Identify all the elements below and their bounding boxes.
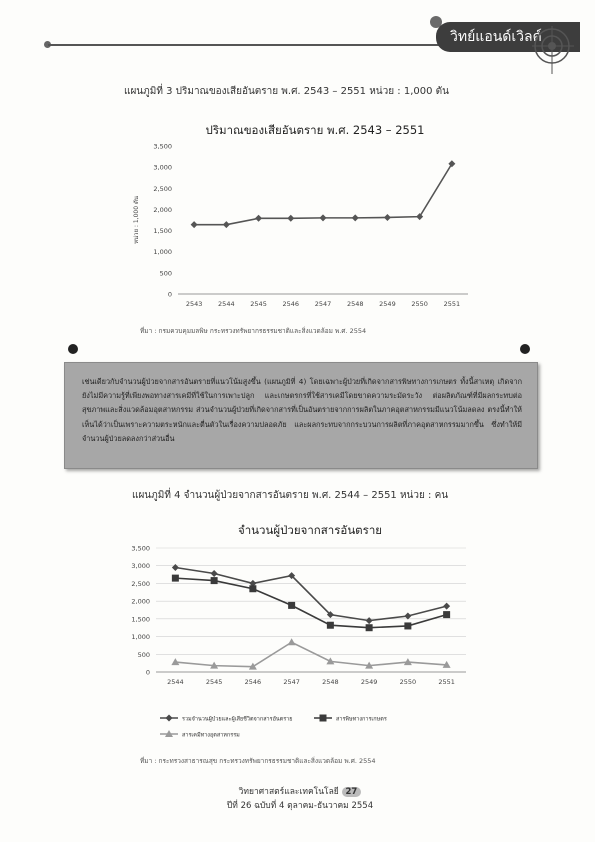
chart4-x-tick-label: 2550 <box>399 678 417 686</box>
chart4-series-2-point <box>327 622 334 629</box>
chart3-x-tick-label: 2550 <box>411 300 428 308</box>
chart3-y-tick-label: 1,000 <box>153 248 172 257</box>
chart3-y-tick-label: 0 <box>167 290 172 299</box>
chart3-x-tick-label: 2545 <box>250 300 267 308</box>
section-header-tab: วิทย์แอนด์เวิลด์ <box>436 22 580 52</box>
chart4-x-tick-label: 2544 <box>167 678 184 686</box>
chart3-series-1-point <box>352 214 359 221</box>
chart3-y-tick-label: 2,000 <box>153 205 172 214</box>
chart3-y-tick-label: 1,500 <box>153 227 172 236</box>
footer <box>200 784 400 812</box>
chart4-legend-swatch-marker <box>166 715 173 722</box>
chart4-legend-label: สารพิษทางการเกษตร <box>336 716 387 723</box>
chart3-series-1-point <box>416 213 423 220</box>
chart3-y-axis-label: หน่วย : 1,000 ตัน <box>133 196 140 244</box>
chart4-series-2-point <box>288 602 295 609</box>
pin-right-icon <box>520 344 530 354</box>
chart4-y-tick-label: 3,500 <box>131 544 150 553</box>
chart3-source: ที่มา : กรมควบคุมมลพิษ กระทรวงทรัพยากรธรรมชาติและสิ่งแวดล้อม พ.ศ. 2554 <box>140 327 367 335</box>
chart4-legend-label: รวมจำนวนผู้ป่วยและผู้เสียชีวิตจากสารอันตราย <box>182 716 293 723</box>
chart3-series-1-point <box>223 221 230 228</box>
pin-left-icon <box>68 344 78 354</box>
chart4-title: จำนวนผู้ป่วยจากสารอันตราย <box>237 523 383 537</box>
chart3-series-1-point <box>448 160 455 167</box>
chart3-series-1-point <box>191 221 198 228</box>
chart4-y-tick-label: 2,000 <box>131 597 150 606</box>
header-rule <box>48 44 448 46</box>
chart4-y-tick-label: 2,500 <box>131 579 150 588</box>
chart3-x-tick-label: 2547 <box>314 300 332 308</box>
chart4-series-2-point <box>404 622 411 629</box>
chart4-series-1-point <box>211 570 218 577</box>
chart4-series-1-point <box>443 603 450 610</box>
chart4-series-2-line <box>175 578 446 628</box>
chart3-x-tick-label: 2548 <box>346 300 364 308</box>
chart4-series-2-point <box>443 611 450 618</box>
chart3-plot <box>130 138 475 320</box>
chart4-x-tick-label: 2545 <box>205 678 223 686</box>
chart4-y-tick-label: 3,000 <box>131 562 150 571</box>
chart3-x-tick-label: 2551 <box>443 300 461 308</box>
chart4-y-tick-label: 500 <box>137 650 150 659</box>
chart4-series-2-point <box>211 577 218 584</box>
page-number: 27 <box>342 787 362 797</box>
note-paragraph: เช่นเดียวกับจำนวนผู้ป่วยจากสารอันตรายที่แนวโน้มสูงขึ้น (แผนภูมิที่ 4) โดยเฉพาะผู้ป่วยที่เกิดจากสารพิษทางการเกษตร ทั้งนี้สาเหตุ เกิดจากยังไม่มีความรู้ที่เพียงพอทางสารเคมีที่ใช้ในการเพาะปลูก และเกษตรกรที่ใช้สารเคมีโดยขาดความระมัดระวัง ต่อผลิตภัณฑ์ที่มีผลกระทบต่อสุขภาพและสิ่งแวดล้อมอุตสาหกรรม ส่วนจำนวนผู้ป่วยที่เกิดจากสารที่เป็นอันตรายจากการผลิตในภาคอุตสาหกรรมมีแนวโน้มลดลง ตรงนี้ทำให้เห็นได้ว่าเป็นเพราะความตระหนักและตื่นตัวในเรื่องความปลอดภัย และผลกระทบจากกระบวนการผลิตที่ภาคอุตสาหกรรมมากขึ้น ซึ่งทำให้มีจำนวนผู้ป่วยลดลงกว่าส่วนอื่น <box>82 377 522 443</box>
chart4-x-tick-label: 2546 <box>244 678 262 686</box>
chart3-series-1-point <box>287 215 294 222</box>
chart4-series-1-point <box>366 617 373 624</box>
chart3-y-tick-label: 3,500 <box>153 142 172 151</box>
chart4-x-tick-label: 2549 <box>360 678 378 686</box>
chart3-series-1-point <box>384 214 391 221</box>
chart3-title: ปริมาณของเสียอันตราย พ.ศ. 2543 – 2551 <box>205 123 425 137</box>
chart4-series-2-point <box>172 575 179 582</box>
footer-issue: ปีที่ 26 ฉบับที่ 4 ตุลาคม-ธันวาคม 2554 <box>226 801 374 811</box>
chart3-x-tick-label: 2546 <box>282 300 300 308</box>
target-logo-icon <box>532 26 576 76</box>
chart4-series-3-point <box>288 638 296 645</box>
chart4-x-tick-label: 2547 <box>283 678 300 686</box>
chart3-series-1-point <box>255 215 262 222</box>
chart3-y-tick-label: 2,500 <box>153 184 172 193</box>
chart4-y-tick-label: 1,500 <box>131 615 150 624</box>
chart4-series-1-point <box>172 564 179 571</box>
chart4-y-tick-label: 0 <box>145 668 150 677</box>
chart4-plot <box>130 538 475 748</box>
chart4-series-2-point <box>366 624 373 631</box>
chart3-x-tick-label: 2543 <box>185 300 203 308</box>
chart4-y-tick-label: 1,000 <box>131 633 150 642</box>
chart3-x-tick-label: 2549 <box>379 300 396 308</box>
chart3-caption: แผนภูมิที่ 3 ปริมาณของเสียอันตราย พ.ศ. 2543 – 2551 หน่วย : 1,000 ตัน <box>124 86 449 97</box>
chart4-legend-swatch-marker <box>320 715 327 722</box>
chart4-series-1-line <box>175 567 446 620</box>
chart4-series-2-point <box>249 585 256 592</box>
chart3-series-1-point <box>320 214 327 221</box>
chart4-legend-label: สารเคมีทางอุตสาหกรรม <box>182 732 240 739</box>
chart4-series-1-point <box>404 613 411 620</box>
footer-magazine-name: วิทยาศาสตร์และเทคโนโลยี <box>238 787 339 797</box>
chart3-y-tick-label: 500 <box>159 269 172 278</box>
chart4-caption: แผนภูมิที่ 4 จำนวนผู้ป่วยจากสารอันตราย พ.ศ. 2544 – 2551 หน่วย : คน <box>132 490 449 501</box>
chart4-x-tick-label: 2548 <box>322 678 339 686</box>
chart3-x-tick-label: 2544 <box>218 300 235 308</box>
chart4-x-tick-label: 2551 <box>438 678 455 686</box>
chart3-y-tick-label: 3,000 <box>153 163 172 172</box>
chart4-source: ที่มา : กระทรวงสาธารณสุข กระทรวงทรัพยากรธรรมชาติและสิ่งแวดล้อม พ.ศ. 2554 <box>140 757 376 765</box>
